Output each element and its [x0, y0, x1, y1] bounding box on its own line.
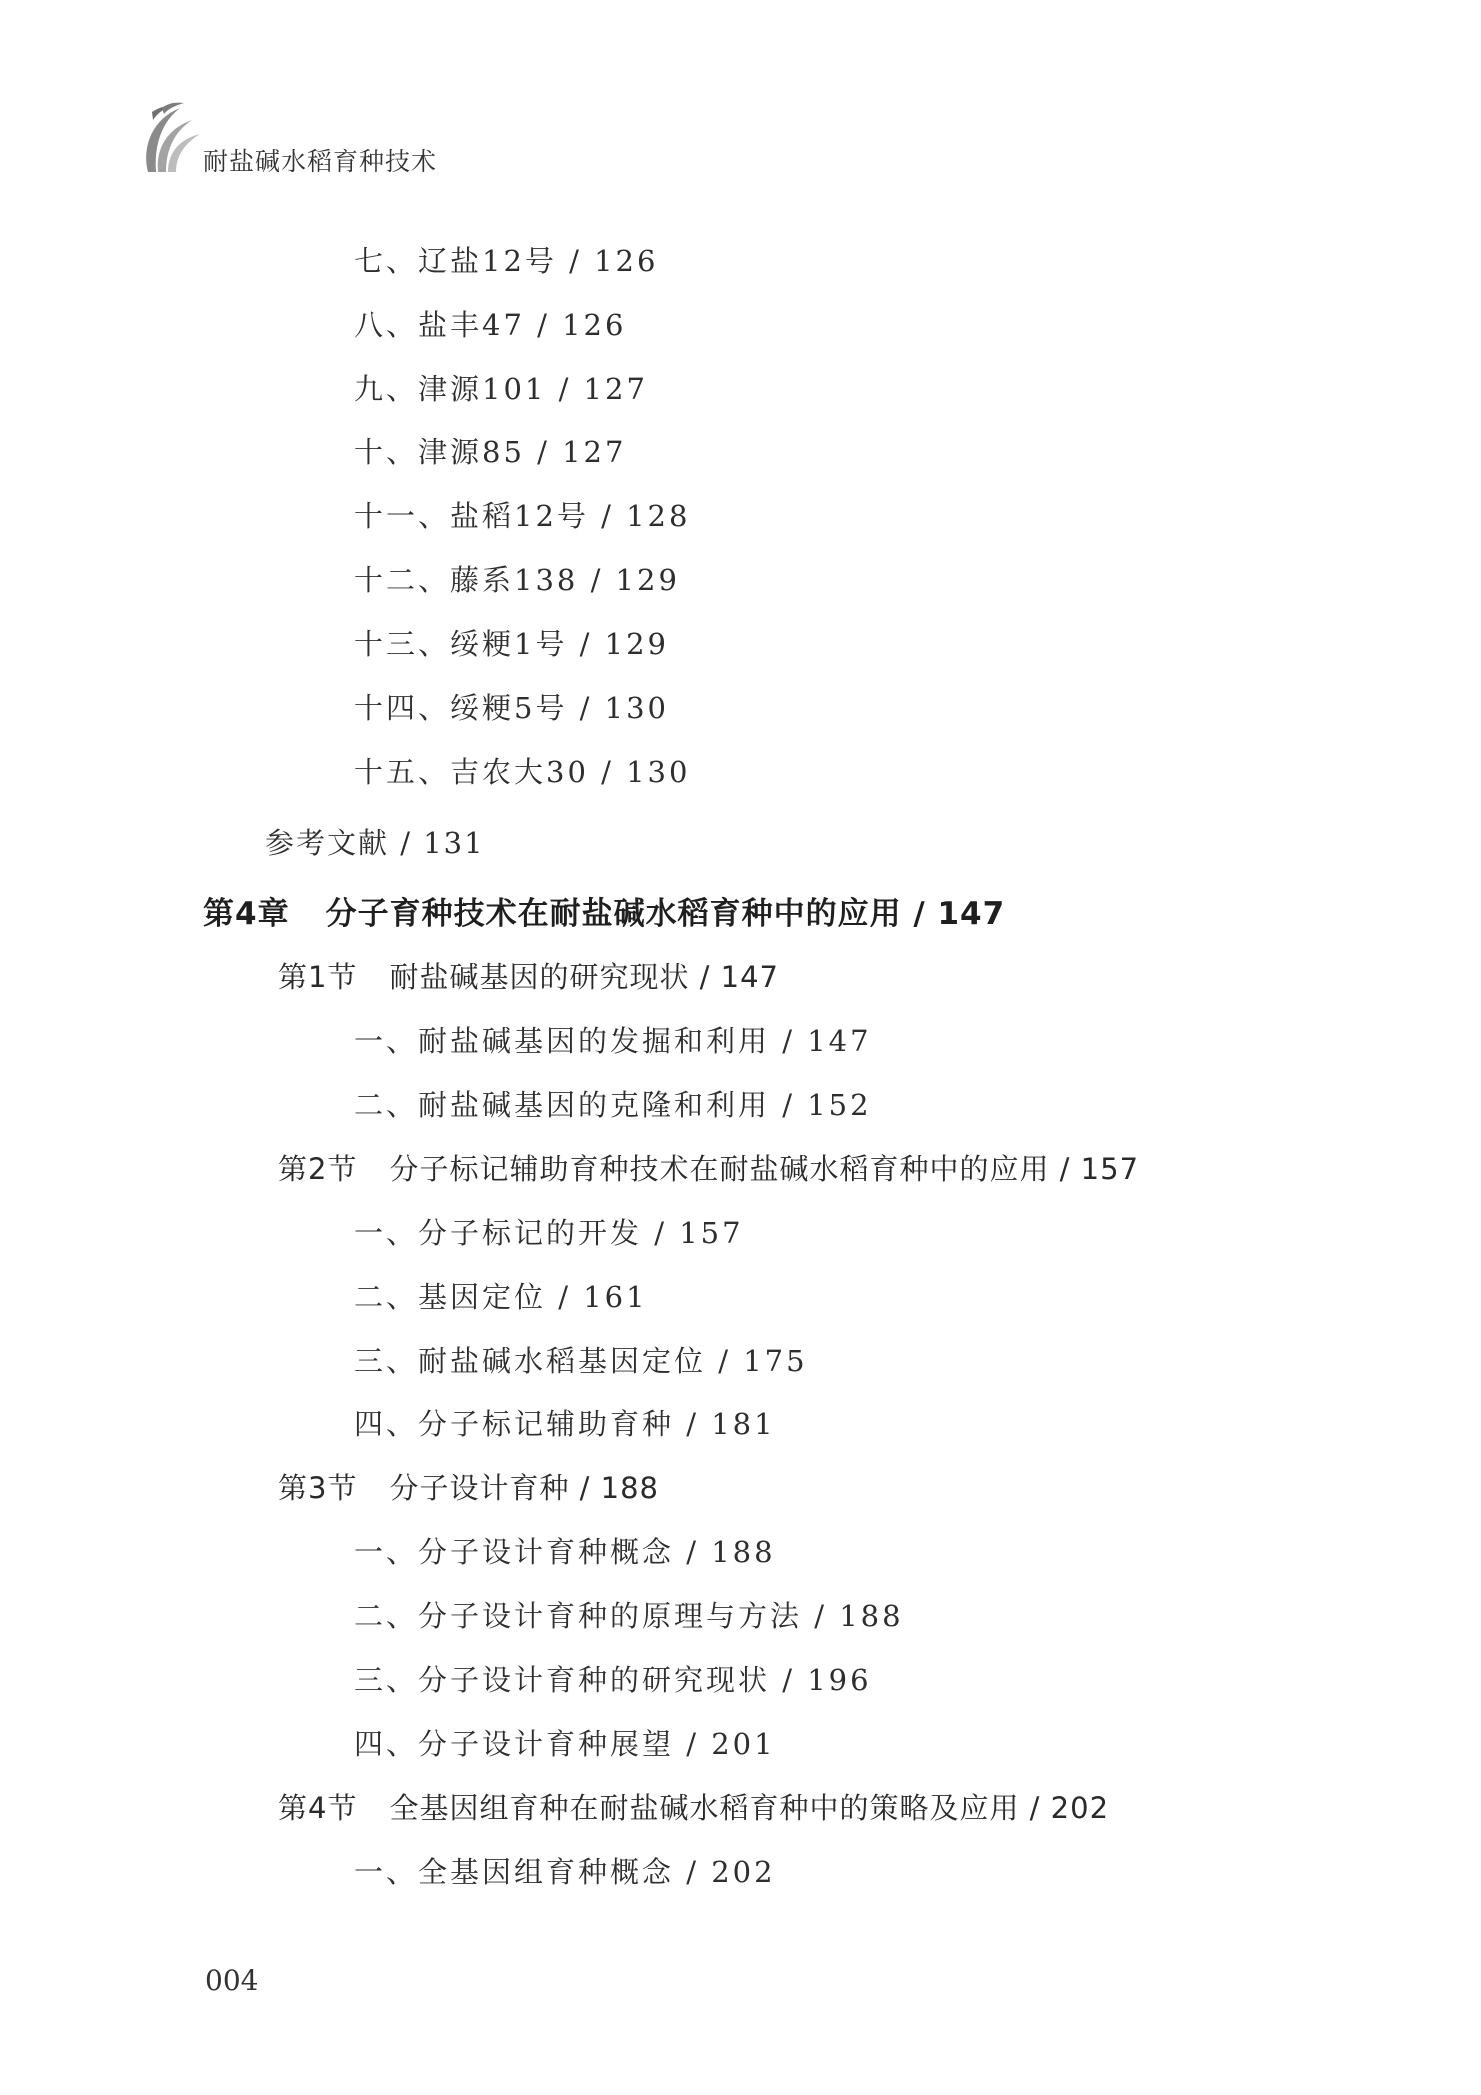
toc-item-variety-7[interactable]: 七、辽盐12号 / 126 — [354, 244, 659, 278]
toc-item-s2-3[interactable]: 三、耐盐碱水稻基因定位 / 175 — [354, 1344, 808, 1378]
toc-chapter-4[interactable] — [203, 896, 1006, 932]
toc-item-s2-4[interactable]: 四、分子标记辅助育种 / 181 — [354, 1407, 776, 1441]
toc-item-s4-1[interactable]: 一、全基因组育种概念 / 202 — [354, 1855, 776, 1889]
section-title: 耐盐碱基因的研究现状 / 147 — [389, 960, 780, 994]
section-number: 第2节 — [278, 1152, 358, 1186]
toc-item-s2-2[interactable]: 二、基因定位 / 161 — [354, 1280, 648, 1314]
toc-section-4[interactable] — [278, 1791, 1110, 1825]
section-number: 第3节 — [278, 1471, 358, 1505]
section-number: 第1节 — [278, 960, 358, 994]
toc-item-s1-2[interactable]: 二、耐盐碱基因的克隆和利用 / 152 — [354, 1088, 872, 1122]
toc-item-variety-14[interactable]: 十四、绥粳5号 / 130 — [354, 691, 670, 725]
toc-section-1[interactable] — [278, 960, 780, 994]
toc-item-s3-3[interactable]: 三、分子设计育种的研究现状 / 196 — [354, 1663, 872, 1697]
toc-item-variety-10[interactable]: 十、津源85 / 127 — [354, 435, 627, 469]
running-header — [140, 100, 640, 180]
chapter-title: 分子育种技术在耐盐碱水稻育种中的应用 / 147 — [325, 896, 1006, 932]
toc-item-s3-2[interactable]: 二、分子设计育种的原理与方法 / 188 — [354, 1599, 904, 1633]
toc-item-s3-1[interactable]: 一、分子设计育种概念 / 188 — [354, 1535, 776, 1569]
book-title: 耐盐碱水稻育种技术 — [203, 147, 438, 176]
page-number: 004 — [205, 1964, 259, 1997]
toc-item-variety-8[interactable]: 八、盐丰47 / 126 — [354, 308, 627, 342]
toc-item-s1-1[interactable]: 一、耐盐碱基因的发掘和利用 / 147 — [354, 1024, 872, 1058]
toc-item-s3-4[interactable]: 四、分子设计育种展望 / 201 — [354, 1727, 776, 1761]
rice-ear-logo-icon — [140, 100, 210, 180]
toc-item-variety-11[interactable]: 十一、盐稻12号 / 128 — [354, 499, 691, 533]
toc-item-references[interactable]: 参考文献 / 131 — [265, 826, 485, 860]
section-title: 全基因组育种在耐盐碱水稻育种中的策略及应用 / 202 — [389, 1791, 1110, 1825]
toc-item-s2-1[interactable]: 一、分子标记的开发 / 157 — [354, 1216, 744, 1250]
section-number: 第4节 — [278, 1791, 358, 1825]
toc-item-variety-9[interactable]: 九、津源101 / 127 — [354, 372, 648, 406]
toc-item-variety-13[interactable]: 十三、绥粳1号 / 129 — [354, 627, 670, 661]
section-title: 分子设计育种 / 188 — [389, 1471, 660, 1505]
toc-item-variety-12[interactable]: 十二、藤系138 / 129 — [354, 563, 680, 597]
toc-section-2[interactable] — [278, 1152, 1140, 1186]
chapter-number: 第4章 — [203, 896, 290, 932]
toc-section-3[interactable] — [278, 1471, 660, 1505]
toc-item-variety-15[interactable]: 十五、吉农大30 / 130 — [354, 755, 691, 789]
section-title: 分子标记辅助育种技术在耐盐碱水稻育种中的应用 / 157 — [389, 1152, 1140, 1186]
